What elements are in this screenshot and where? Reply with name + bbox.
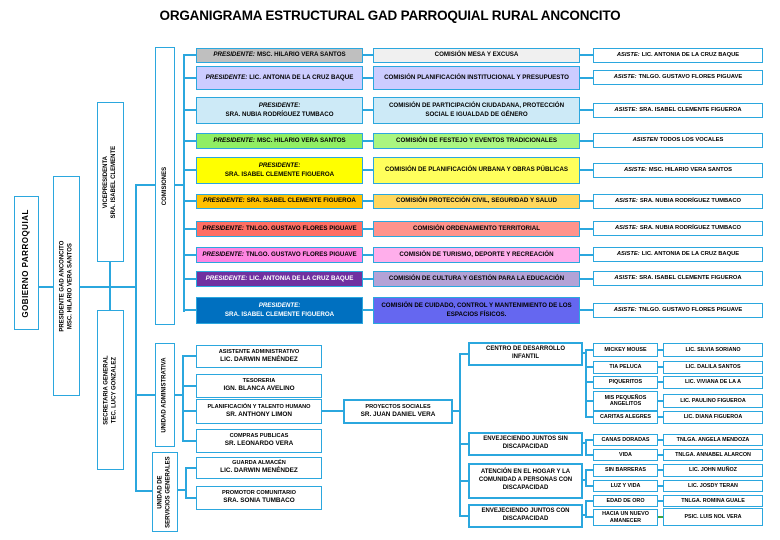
connector-line: [363, 140, 373, 142]
unit-title: TESORERIA: [242, 378, 276, 385]
unit-box-admin-3: [196, 429, 322, 453]
connector-line: [182, 440, 196, 442]
commission-name: COMISIÓN DE CUIDADO, CONTROL Y MANTENIMIENTO DE LOS ESPACIOS FÍSICOS.: [381, 302, 572, 318]
connector-line: [183, 309, 196, 311]
program-box: [468, 463, 583, 499]
unit-box-admin-0: [196, 345, 322, 368]
connector-line: [183, 55, 185, 312]
center-box: [593, 449, 658, 461]
president-prefix: PRESIDENTE:: [258, 302, 301, 310]
connector-line: [183, 228, 196, 230]
connector-line: [137, 490, 152, 492]
assistant-name: TNLGO. GUSTAVO FLORES PIGUAVE: [638, 307, 743, 314]
commission-name: COMISIÓN DE PARTICIPACIÓN CIUDADANA, PROTECCIÓN SOCIAL E IGUALDAD DE GÉNERO: [388, 102, 565, 118]
commission-assistant-box: [593, 48, 763, 63]
center-name: MICKEY MOUSE: [604, 346, 647, 353]
unit-text: [222, 490, 296, 506]
commission-president-text: [213, 51, 345, 59]
commission-president-text: [206, 74, 354, 82]
commission-assistant-text: [617, 52, 739, 59]
connector-line: [182, 356, 184, 442]
connector-line: [580, 77, 593, 79]
connector-line: [363, 77, 373, 79]
connector-line: [363, 200, 373, 202]
assistant-name: LIC. ANTONIA DE LA CRUZ BAQUE: [641, 52, 740, 59]
connector-line: [183, 169, 196, 171]
lead-box: [663, 361, 763, 374]
connector-line: [182, 410, 196, 412]
commission-name: COMISIÓN PLANIFICACIÓN INSTITUCIONAL Y PRESUPUESTO: [384, 73, 569, 81]
commission-assistant-text: [617, 251, 739, 258]
box-presidente-gad-label: PRESIDENTE GAD ANCONCITO MSC. HILARIO VERA SANTOS: [59, 240, 74, 332]
unit-box-proyectos-sociales: [343, 399, 453, 424]
unit-text: [220, 460, 298, 476]
connector-line: [459, 353, 461, 517]
connector-line: [580, 169, 593, 171]
lead-name: LIC. SILVIA SORIANO: [685, 346, 741, 353]
commission-name-box: [373, 247, 580, 263]
commission-name: COMISIÓN PROTECCIÓN CIVIL, SEGURIDAD Y SALUD: [395, 197, 557, 205]
connector-line: [585, 500, 593, 502]
center-box: [593, 361, 658, 374]
commission-assistant-text: [614, 307, 743, 314]
assistant-name: MSC. HILARIO VERA SANTOS: [648, 167, 732, 174]
unit-title: GUARDA ALMACÉN: [232, 460, 286, 467]
commission-assistant-box: [593, 103, 763, 118]
commission-president-box: [196, 97, 363, 124]
lead-box: [663, 495, 763, 507]
president-name: TNLGO. GUSTAVO FLORES PIGUAVE: [245, 224, 357, 232]
lead-box: [663, 508, 763, 526]
lead-name: TNLGA. ANNABEL ALARCON: [675, 451, 751, 458]
unit-text: [223, 378, 294, 394]
program-label: CENTRO DE DESARROLLO INFANTIL: [485, 346, 565, 360]
connector-line: [185, 497, 196, 499]
unit-title: PROYECTOS SOCIALES: [365, 403, 431, 410]
center-name: CARITAS ALEGRES: [600, 414, 651, 421]
commission-name-box: [373, 194, 580, 209]
box-gobierno-parroquial-label: GOBIERNO PARROQUIAL: [21, 208, 31, 318]
president-name: MSC. HILARIO VERA SANTOS: [256, 51, 346, 59]
box-unidad-administrativa: [155, 343, 175, 447]
center-box: [593, 509, 658, 526]
unit-person-name: IGN. BLANCA AVELINO: [223, 385, 295, 393]
commission-assistant-box: [593, 271, 763, 286]
connector-line: [183, 54, 196, 56]
president-prefix: PRESIDENTE:: [202, 224, 244, 232]
assistant-prefix: ASISTE:: [613, 307, 637, 314]
lead-name: LIC. PAULINO FIGUEROA: [680, 397, 746, 404]
connector-line: [363, 109, 373, 111]
unit-person-name: LIC. DARWIN MENÉNDEZ: [220, 467, 298, 475]
commission-president-text: [202, 225, 356, 233]
box-gobierno-parroquial: [14, 196, 39, 330]
center-name: TIA PELUCA: [609, 364, 642, 371]
center-box: [593, 495, 658, 507]
connector-line: [363, 309, 373, 311]
commission-president-box: [196, 157, 363, 184]
connector-line: [363, 228, 373, 230]
assistant-name: TNLGO. GUSTAVO FLORES PIGUAVE: [638, 74, 743, 81]
commission-assistant-box: [593, 303, 763, 318]
assistant-prefix: ASISTE:: [614, 107, 638, 114]
connector-line: [183, 200, 196, 202]
assistant-name: SRA. NUBIA RODRÍGUEZ TUMBACO: [639, 198, 742, 205]
unit-title: ASISTENTE ADMINISTRATIVO: [218, 348, 300, 355]
lead-box: [663, 449, 763, 461]
lead-box: [663, 394, 763, 408]
president-prefix: PRESIDENTE:: [205, 274, 248, 282]
unit-title: PROMOTOR COMUNITARIO: [221, 490, 297, 497]
commission-assistant-text: [633, 137, 724, 144]
unit-person-name: SR. LEONARDO VERA: [224, 440, 294, 448]
program-label: ATENCIÓN EN EL HOGAR Y LA COMUNIDAD A PERSONAS CON DISCAPACIDAD: [478, 469, 573, 491]
connector-line: [585, 454, 593, 456]
connector-line: [183, 278, 196, 280]
commission-name: COMISIÓN DE CULTURA Y GESTIÓN PARA LA EDUCACIÓN: [388, 274, 565, 282]
connector-line: [585, 516, 593, 518]
connector-line: [580, 309, 593, 311]
commission-president-box: [196, 247, 363, 263]
president-name: SRA. ISABEL CLEMENTE FIGUEROA: [224, 170, 335, 178]
box-presidente-gad: [53, 176, 80, 396]
commission-name-box: [373, 66, 580, 90]
commission-name-box: [373, 133, 580, 149]
president-prefix: PRESIDENTE:: [205, 73, 248, 81]
connector-line: [137, 184, 155, 186]
commission-assistant-box: [593, 247, 763, 262]
center-box: [593, 480, 658, 492]
connector-line: [185, 467, 187, 499]
commission-name: COMISIÓN ORDENAMIENTO TERRITORIAL: [413, 224, 540, 232]
commission-name: COMISIÓN DE FESTEJO Y EVENTOS TRADICIONALES: [396, 136, 557, 144]
commission-assistant-box: [593, 70, 763, 85]
president-prefix: PRESIDENTE:: [258, 102, 301, 110]
center-box: [593, 376, 658, 389]
connector-line: [38, 286, 53, 288]
unit-title: PLANIFICACIÓN Y TALENTO HUMANO: [207, 403, 311, 410]
box-vicepresidenta-label: VICEPRESIDENTA SRA. ISABEL CLEMENTE: [103, 145, 118, 219]
connector-line: [183, 140, 196, 142]
connector-line: [183, 109, 196, 111]
assistant-name: SRA. ISABEL CLEMENTE FIGUEROA: [639, 275, 742, 282]
connector-line: [363, 169, 373, 171]
commission-name-box: [373, 297, 580, 324]
president-name: LIC. ANTONIA DE LA CRUZ BAQUE: [249, 73, 354, 81]
connector-line: [585, 400, 593, 402]
commission-president-box: [196, 271, 363, 287]
connector-line: [322, 410, 343, 412]
lead-name: PSIC. LUIS NOL VERA: [684, 513, 742, 520]
connector-line: [459, 353, 468, 355]
commission-assistant-text: [614, 74, 743, 81]
commission-president-box: [196, 194, 363, 209]
president-prefix: PRESIDENTE:: [213, 136, 255, 144]
president-prefix: PRESIDENTE:: [213, 51, 255, 59]
lead-box: [663, 480, 763, 492]
commission-president-text: [203, 197, 356, 205]
lead-box: [663, 434, 763, 446]
connector-line: [185, 467, 196, 469]
commission-name: COMISIÓN MESA Y EXCUSA: [434, 51, 519, 59]
center-name: VIDA: [619, 451, 632, 458]
assistant-prefix: ASISTEN: [632, 137, 658, 144]
center-box: [593, 464, 658, 477]
connector-line: [459, 515, 468, 517]
assistant-name: SRA. NUBIA RODRÍGUEZ TUMBACO: [639, 225, 742, 232]
commission-president-box: [196, 133, 363, 149]
connector-line: [459, 443, 468, 445]
assistant-prefix: ASISTE:: [614, 198, 638, 205]
commission-assistant-box: [593, 163, 763, 178]
unit-person-name: SRA. SONIA TUMBACO: [223, 497, 295, 505]
connector-line: [459, 480, 468, 482]
page-title: ORGANIGRAMA ESTRUCTURAL GAD PARROQUIAL RURAL ANCONCITO: [159, 8, 621, 23]
connector-line: [585, 469, 593, 471]
commission-assistant-text: [615, 225, 741, 232]
commission-assistant-text: [615, 198, 741, 205]
connector-line: [363, 54, 373, 56]
commission-president-text: [206, 275, 354, 283]
connector-line: [183, 254, 196, 256]
center-name: LUZ Y VIDA: [610, 482, 641, 489]
connector-line: [585, 349, 593, 351]
connector-line: [585, 439, 593, 441]
program-box: [468, 432, 583, 456]
connector-line: [585, 485, 593, 487]
connector-line: [580, 278, 593, 280]
unit-person-name: SR. JUAN DANIEL VERA: [360, 410, 436, 418]
commission-assistant-box: [593, 194, 763, 209]
lead-name: LIC. DALILA SANTOS: [685, 364, 741, 371]
box-comisiones: [155, 47, 175, 325]
box-unidad-servicios-generales-label: UNIDAD DE SERVICIOS GENERALES: [157, 456, 173, 528]
connector-line: [580, 140, 593, 142]
program-label: ENVEJECIENDO JUNTOS SIN DISCAPACIDAD: [483, 436, 568, 450]
assistant-prefix: ASISTE:: [614, 225, 638, 232]
lead-box: [663, 376, 763, 389]
lead-name: TNLGA. ROMINA GUALE: [681, 497, 745, 504]
president-name: SRA. ISABEL CLEMENTE FIGUEROA: [224, 310, 335, 318]
commission-president-box: [196, 297, 363, 324]
lead-box: [663, 411, 763, 424]
unit-text: [225, 433, 294, 449]
commission-name-box: [373, 97, 580, 124]
unit-text: [219, 349, 300, 365]
center-name: HACIA UN NUEVO AMANECER: [602, 511, 649, 524]
president-name: TNLGO. GUSTAVO FLORES PIGUAVE: [245, 250, 357, 258]
commission-assistant-box: [593, 133, 763, 148]
assistant-prefix: ASISTE:: [624, 167, 647, 174]
unit-title: COMPRAS PUBLICAS: [229, 433, 289, 440]
commission-name-box: [373, 157, 580, 184]
connector-line: [585, 381, 593, 383]
connector-line: [182, 355, 196, 357]
commission-name-box: [373, 271, 580, 287]
unit-box-service-0: [196, 457, 322, 479]
assistant-prefix: ASISTE:: [613, 74, 637, 81]
center-name: CANAS DORADAS: [601, 436, 650, 443]
lead-name: LIC. JOHN MUÑOZ: [689, 467, 737, 474]
connector-line: [183, 77, 196, 79]
lead-box: [663, 343, 763, 357]
lead-name: LIC. DIANA FIGUEROA: [683, 414, 743, 421]
lead-name: LIC. JOSDY TERAN: [688, 482, 738, 489]
president-name: SRA. ISABEL CLEMENTE FIGUEROA: [246, 197, 356, 205]
unit-person-name: LIC. DARWIN MENÉNDEZ: [220, 355, 298, 363]
connector-line: [585, 349, 587, 418]
connector-line: [580, 228, 593, 230]
assistant-prefix: ASISTE:: [614, 275, 638, 282]
center-name: MIS PEQUEÑOS ANGELITOS: [604, 394, 647, 407]
assistant-prefix: ASISTE:: [616, 52, 640, 59]
connector-line: [182, 385, 196, 387]
assistant-name: LIC. ANTONIA DE LA CRUZ BAQUE: [641, 251, 740, 258]
connector-line: [585, 366, 593, 368]
connector-line: [137, 394, 155, 396]
commission-president-text: [202, 251, 356, 259]
lead-name: LIC. VIVIANA DE LA A: [684, 379, 741, 386]
connector-line: [580, 54, 593, 56]
connector-line: [363, 278, 373, 280]
center-box: [593, 434, 658, 446]
commission-assistant-box: [593, 221, 763, 236]
center-box: [593, 343, 658, 357]
connector-line: [109, 262, 111, 311]
commission-president-box: [196, 48, 363, 63]
connector-line: [363, 254, 373, 256]
connector-line: [135, 184, 137, 492]
commission-president-box: [196, 66, 363, 90]
unit-box-service-1: [196, 486, 322, 510]
program-box: [468, 504, 583, 528]
commission-president-text: [225, 102, 333, 118]
program-label: ENVEJECIENDO JUNTOS CON DISCAPACIDAD: [481, 508, 570, 522]
commission-name-box: [373, 221, 580, 237]
unit-person-name: SR. ANTHONY LIMON: [225, 410, 293, 418]
assistant-prefix: ASISTE:: [616, 251, 640, 258]
commission-president-text: [225, 302, 334, 318]
center-name: EDAD DE ORO: [606, 497, 645, 504]
president-name: LIC. ANTONIA DE LA CRUZ BAQUE: [249, 274, 354, 282]
connector-line: [580, 254, 593, 256]
center-name: PIQUERITOS: [608, 379, 643, 386]
commission-name: COMISIÓN DE TURISMO, DEPORTE Y RECREACIÓN: [399, 250, 554, 258]
president-prefix: PRESIDENTE:: [202, 250, 244, 258]
commission-assistant-text: [614, 275, 741, 282]
lead-name: TNLGA. ANGELA MENDOZA: [676, 436, 750, 443]
assistant-name: SRA. ISABEL CLEMENTE FIGUEROA: [639, 107, 742, 114]
box-vicepresidenta: [97, 102, 124, 262]
box-unidad-servicios-generales: [152, 452, 178, 532]
center-box: [593, 391, 658, 411]
box-secretaria-general-label: SECRETARIA GENERAL TEC. LUCY GONZALEZ: [103, 355, 118, 425]
lead-box: [663, 464, 763, 477]
commission-assistant-text: [614, 107, 741, 114]
commission-name-box: [373, 48, 580, 63]
box-comisiones-label: COMISIONES: [161, 166, 168, 206]
center-name: SIN BARRERAS: [604, 467, 647, 474]
commission-assistant-text: [624, 167, 732, 174]
president-prefix: PRESIDENTE:: [258, 162, 301, 170]
unit-text: [361, 404, 436, 420]
center-box: [593, 411, 658, 424]
commission-president-text: [225, 162, 334, 178]
president-name: SRA. NUBIA RODRÍGUEZ TUMBACO: [225, 110, 334, 118]
commission-president-text: [213, 137, 345, 145]
commission-name: COMISIÓN DE PLANIFICACIÓN URBANA Y OBRAS PÚBLICAS: [384, 166, 569, 174]
unit-box-admin-2: [196, 399, 322, 424]
president-name: MSC. HILARIO VERA SANTOS: [256, 136, 346, 144]
connector-line: [585, 416, 593, 418]
unit-text: [207, 404, 310, 420]
box-secretaria-general: [97, 310, 124, 470]
assistant-name: TODOS LOS VOCALES: [659, 137, 724, 144]
unit-box-admin-1: [196, 374, 322, 398]
program-box: [468, 342, 583, 366]
connector-line: [580, 109, 593, 111]
box-unidad-administrativa-label: UNIDAD ADMINISTRATIVA: [161, 357, 168, 433]
commission-president-box: [196, 221, 363, 237]
president-prefix: PRESIDENTE:: [203, 197, 245, 205]
connector-line: [580, 200, 593, 202]
